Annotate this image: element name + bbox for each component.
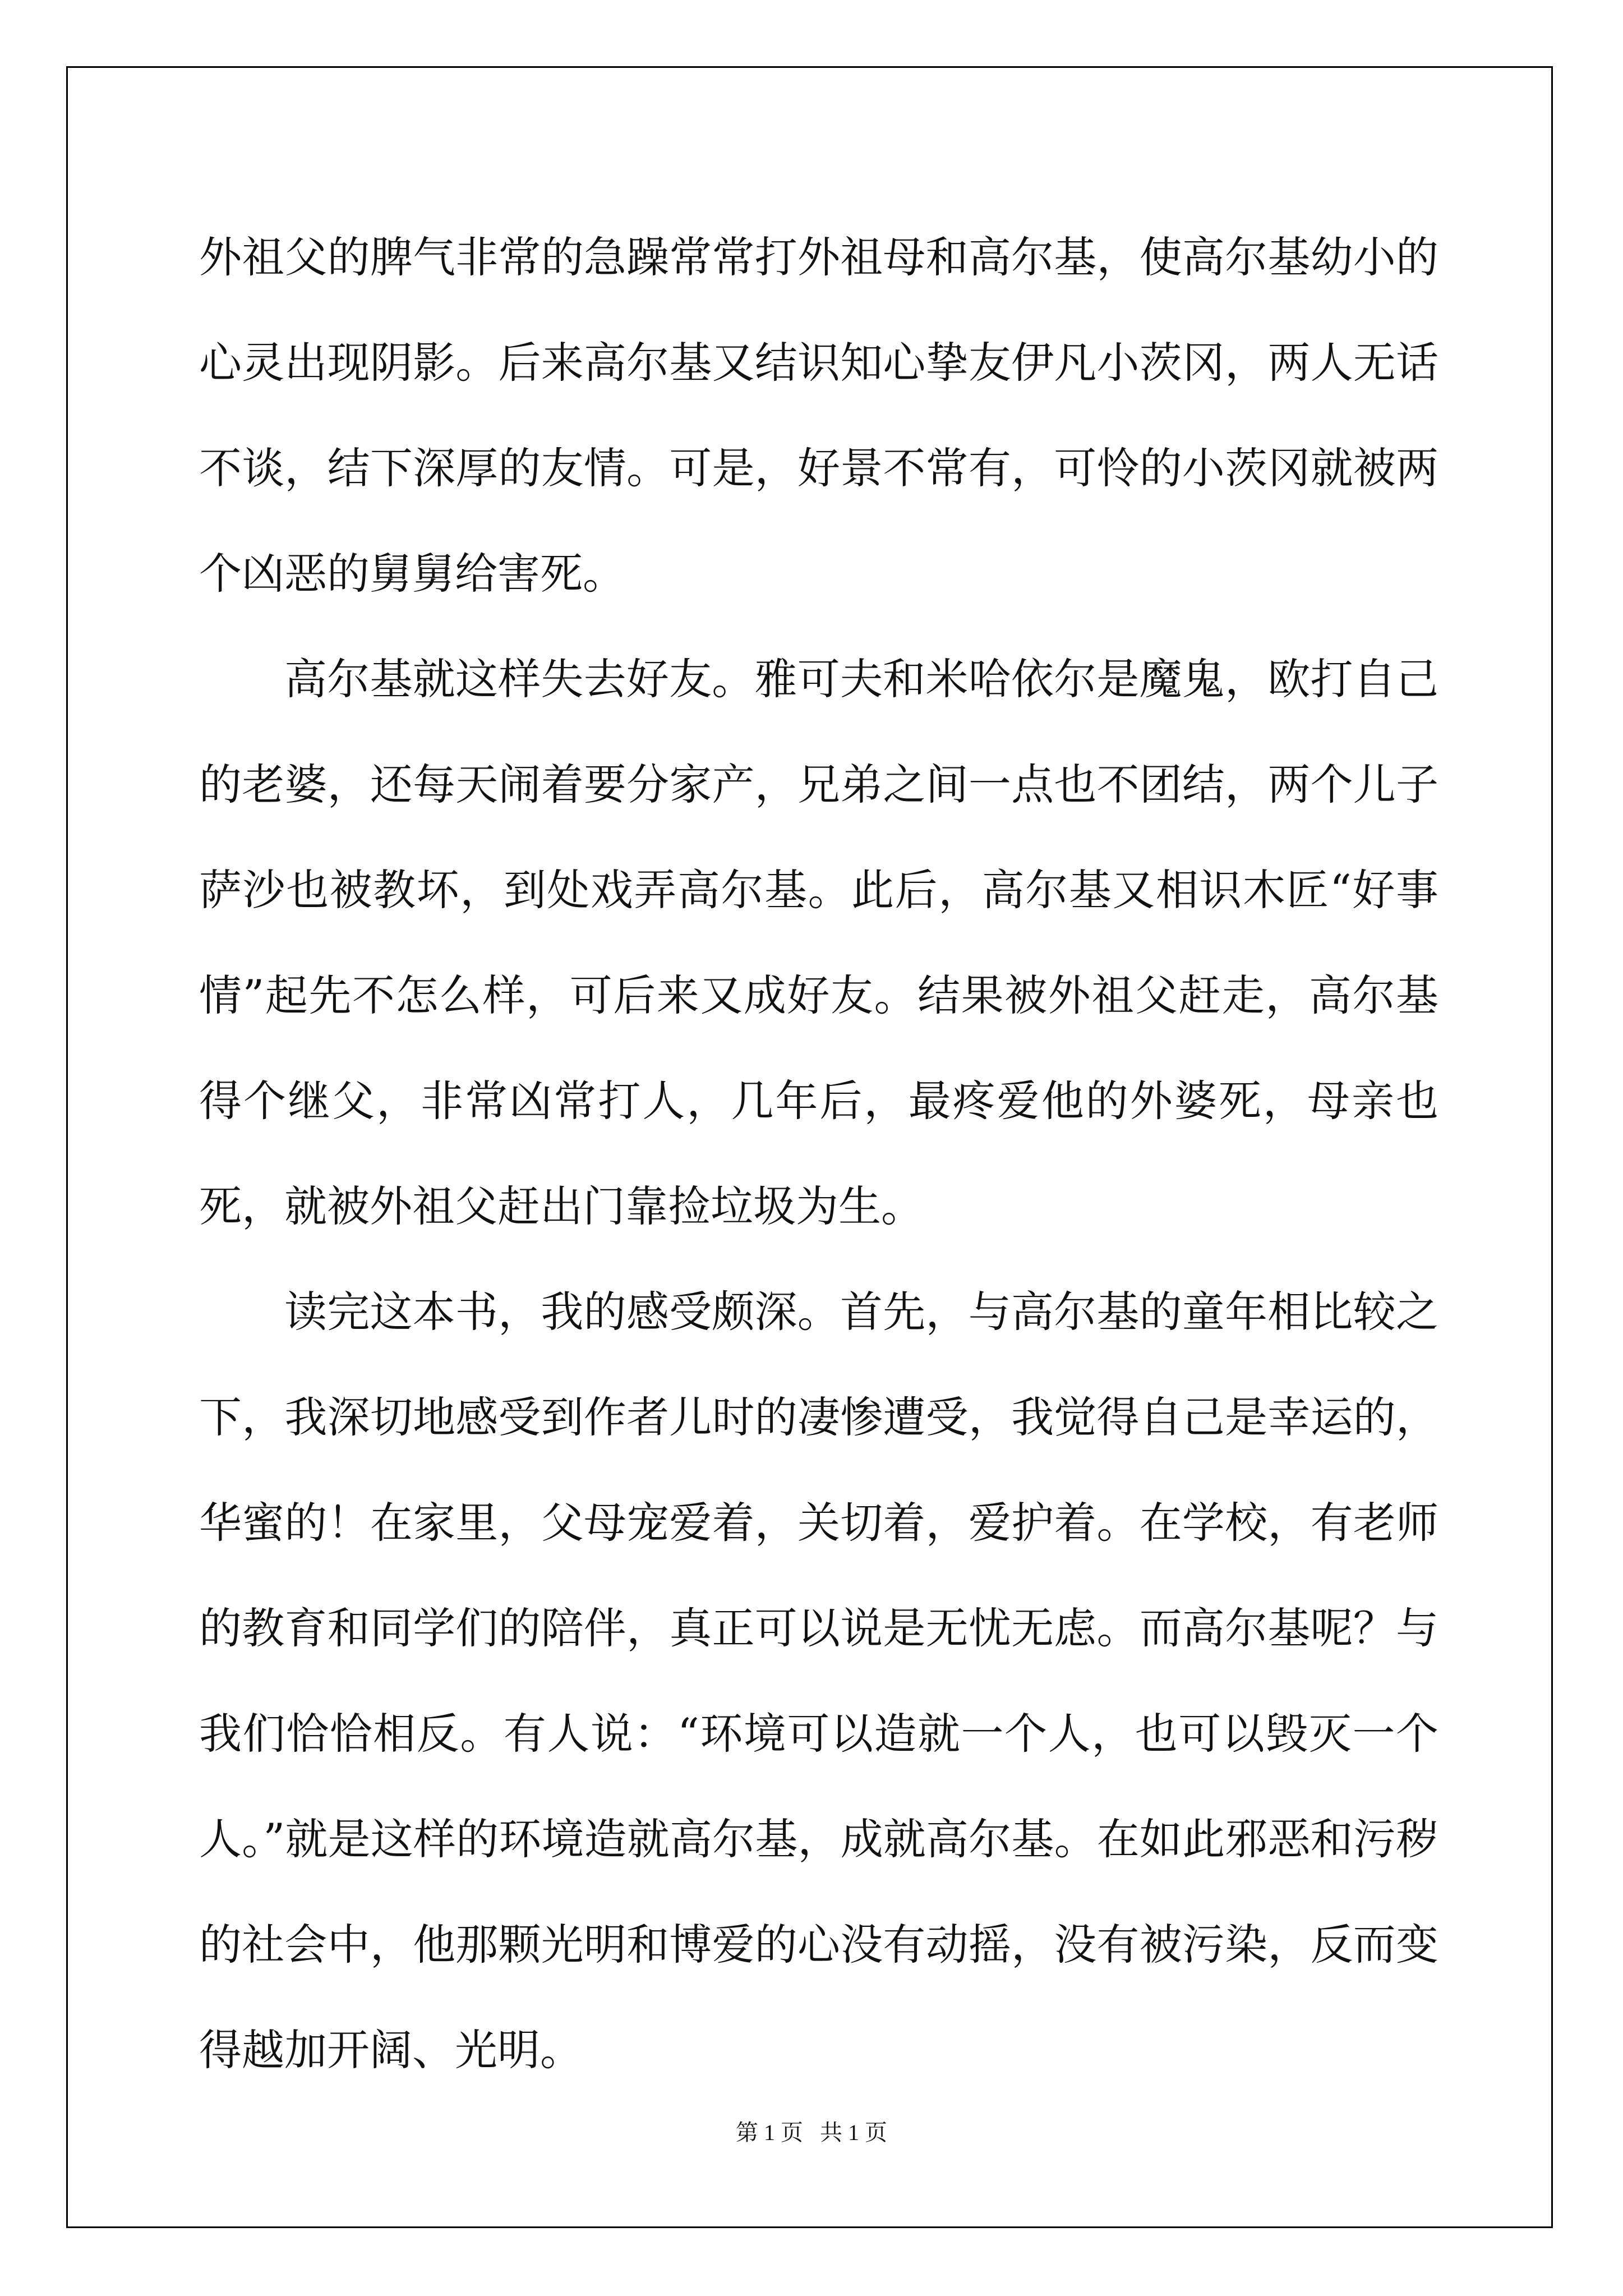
page-number-label: 第 1 页 共 1 页 xyxy=(736,2120,887,2145)
paragraph-3: 读完这本书，我的感受颇深。首先，与高尔基的童年相比较之下，我深切地感受到作者儿时的凄惨遭受，我觉得自己是幸运的，华蜜的！在家里，父母宠爱着，关切着，爱护着。在学校，有老师的教育和同学们的陪伴，真正可以说是无忧无虑。而高尔基呢？与我们恰恰相反。有人说：“环境可以造就一个人，也可以毁灭一个人。”就是这样的环境造就高尔基，成就高尔基。在如此邪恶和污秽的社会中，他那颗光明和博爱的心没有动摇，没有被污染，反而变得越加开阔、光明。 xyxy=(199,1287,1438,2075)
document-body xyxy=(199,205,1438,2103)
page-footer xyxy=(0,2115,1623,2147)
paragraph-1: 外祖父的脾气非常的急躁常常打外祖母和高尔基，使高尔基幼小的心灵出现阴影。后来高尔基又结识知心挚友伊凡小茨冈，两人无话不谈，结下深厚的友情。可是，好景不常有，可怜的小茨冈就被两个凶恶的舅舅给害死。 xyxy=(199,232,1438,599)
paragraph-2: 高尔基就这样失去好友。雅可夫和米哈依尔是魔鬼，欧打自己的老婆，还每天闹着要分家产，兄弟之间一点也不团结，两个儿子萨沙也被教坏，到处戏弄高尔基。此后，高尔基又相识木匠“好事情”起先不怎么样，可后来又成好友。结果被外祖父赶走，高尔基得个继父，非常凶常打人，几年后，最疼爱他的外婆死，母亲也死，就被外祖父赶出门靠捡垃圾为生。 xyxy=(199,654,1438,1231)
